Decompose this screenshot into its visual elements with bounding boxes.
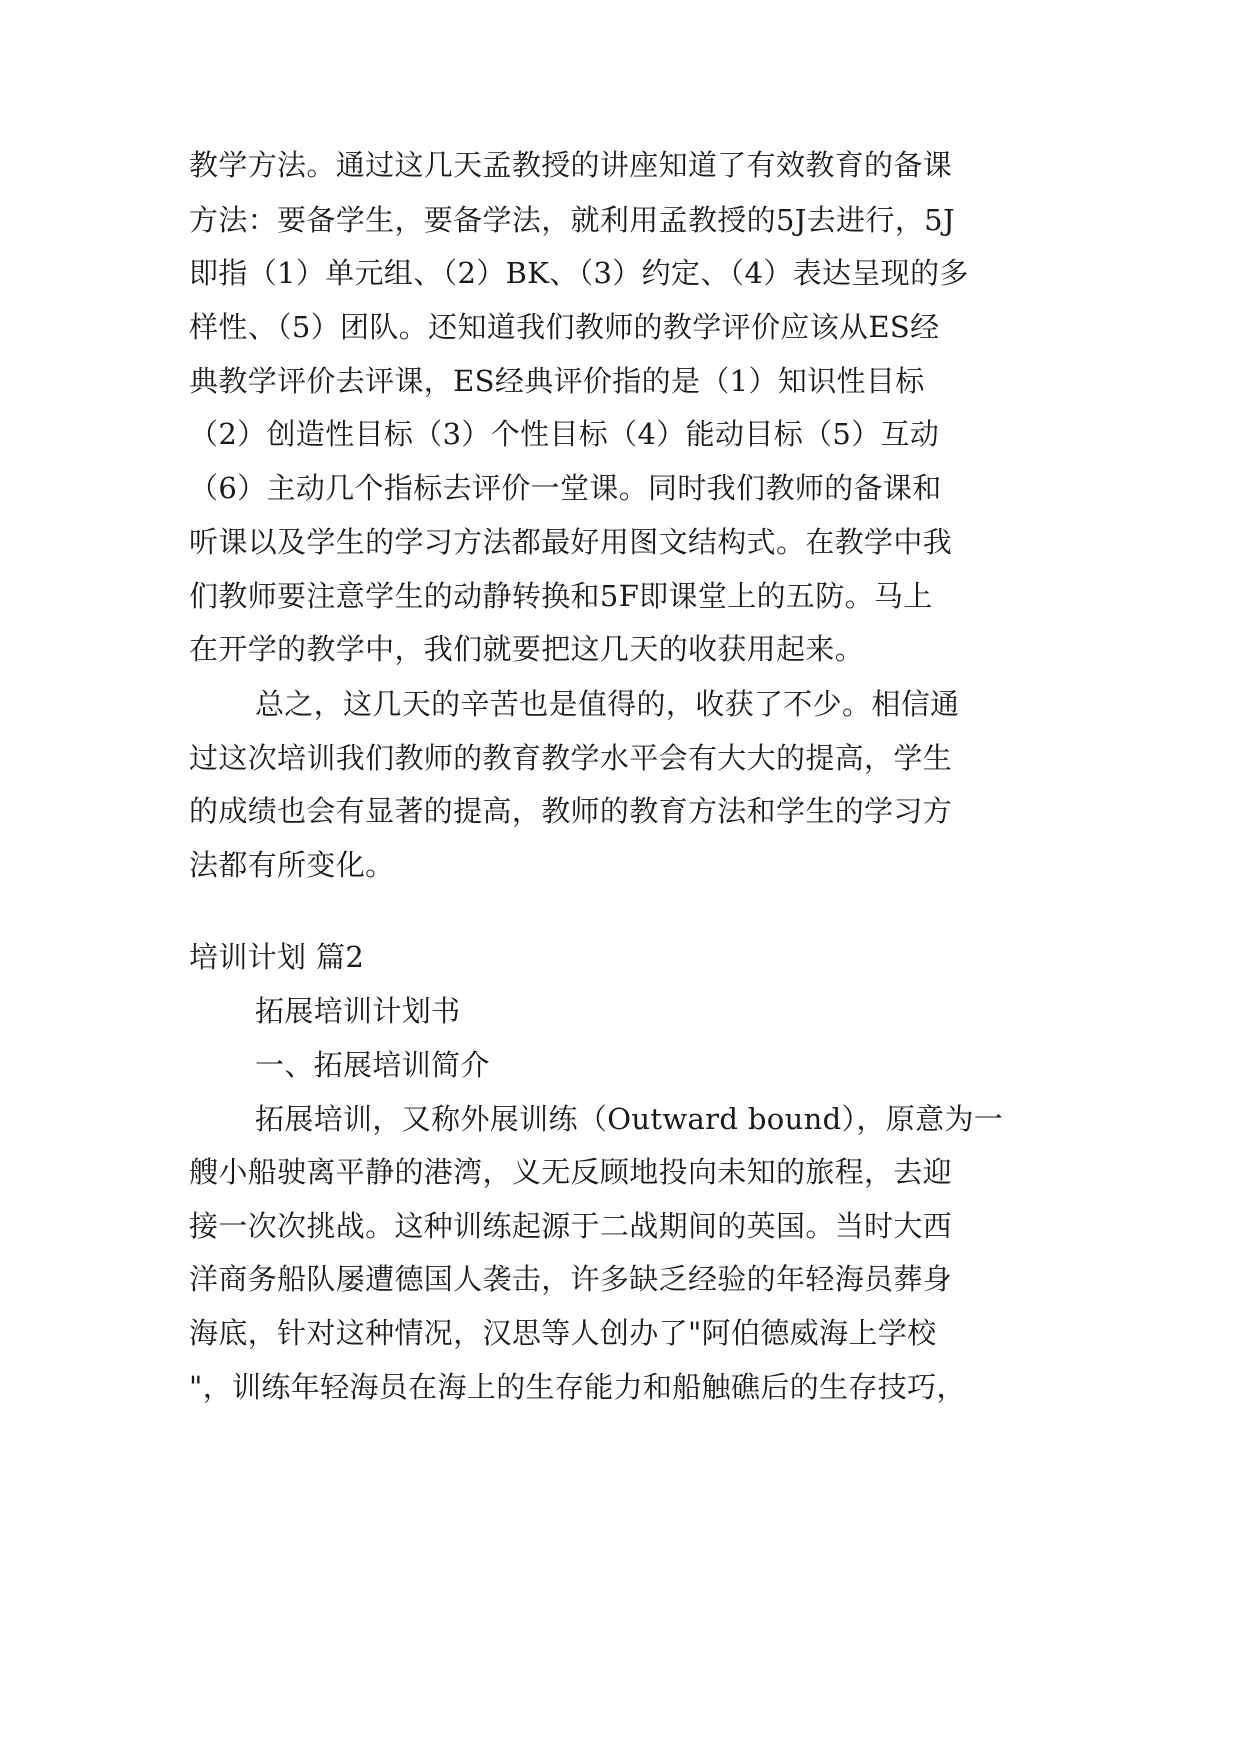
- text-line: "，训练年轻海员在海上的生存能力和船触礁后的生存技巧，: [189, 1370, 966, 1404]
- text-line: 们教师要注意学生的动静转换和5F即课堂上的五防。马上: [189, 579, 933, 613]
- text-line: 艘小船驶离平静的港湾，义无反顾地投向未知的旅程，去迎: [189, 1155, 953, 1189]
- paragraph-start-line: 拓展培训，又称外展训练（Outward bound），原意为一: [255, 1102, 1004, 1136]
- text-line: （6）主动几个指标去评价一堂课。同时我们教师的备课和: [189, 471, 942, 505]
- text-line: 典教学评价去评课，ES经典评价指的是（1）知识性目标: [189, 364, 925, 398]
- text-line: 的成绩也会有显著的提高，教师的教育方法和学生的学习方: [189, 794, 953, 828]
- text-line: 教学方法。通过这几天孟教授的讲座知道了有效教育的备课: [189, 148, 953, 182]
- text-line: 听课以及学生的学习方法都最好用图文结构式。在教学中我: [189, 525, 953, 559]
- text-line: （2）创造性目标（3）个性目标（4）能动目标（5）互动: [189, 417, 940, 451]
- text-line: 即指（1）单元组、（2）BK、（3）约定、（4）表达呈现的多: [189, 256, 969, 290]
- section-heading: 培训计划 篇2: [189, 940, 365, 974]
- text-line: 接一次次挑战。这种训练起源于二战期间的英国。当时大西: [189, 1209, 953, 1243]
- text-line: 样性、（5）团队。还知道我们教师的教学评价应该从ES经: [189, 310, 940, 344]
- text-line: 海底，针对这种情况，汉思等人创办了"阿伯德威海上学校: [189, 1316, 937, 1350]
- text-line: 方法：要备学生，要备学法，就利用孟教授的5J去进行，5J: [189, 203, 955, 237]
- text-line: 过这次培训我们教师的教育教学水平会有大大的提高，学生: [189, 741, 953, 775]
- subsection-heading: 一、拓展培训简介: [255, 1048, 490, 1082]
- text-line: 在开学的教学中，我们就要把这几天的收获用起来。: [189, 632, 865, 666]
- text-line: 洋商务船队屡遭德国人袭击，许多缺乏经验的年轻海员葬身: [189, 1262, 953, 1296]
- document-title: 拓展培训计划书: [255, 994, 461, 1028]
- paragraph-start-line: 总之，这几天的辛苦也是值得的，收获了不少。相信通: [255, 687, 960, 721]
- text-line: 法都有所变化。: [189, 848, 395, 882]
